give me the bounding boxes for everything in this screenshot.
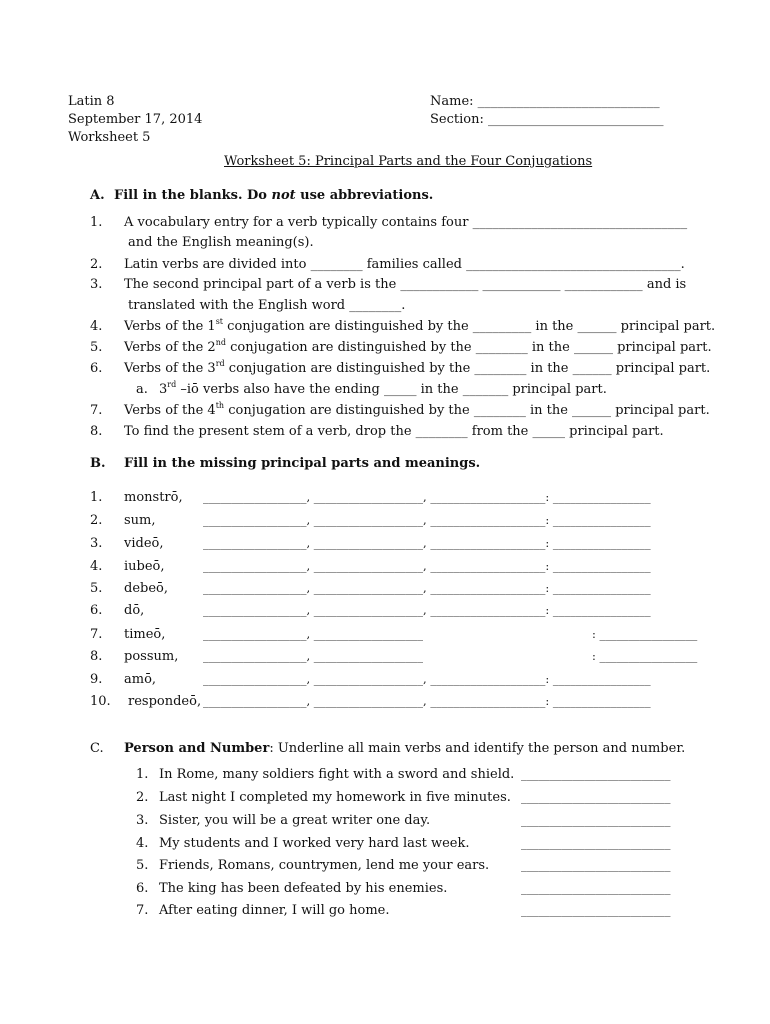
fill-blank-item	[124, 340, 712, 355]
item-number: 1.	[90, 490, 103, 505]
ordinal-suffix: st	[215, 317, 224, 326]
item-number: 5.	[136, 858, 149, 873]
ordinal-suffix: rd	[167, 380, 177, 389]
fill-blank-item: The second principal part of a verb is the ____________ ____________ ____________ and is	[124, 277, 687, 292]
item-text-pre: Verbs of the 4	[124, 403, 216, 418]
item-number: 4.	[90, 559, 103, 574]
answer-blank[interactable]: __________________________	[521, 881, 671, 895]
item-number: 7.	[90, 403, 103, 418]
sentence: Sister, you will be a great writer one day.	[159, 813, 431, 828]
worksheet-label: Worksheet 5	[68, 130, 151, 145]
latin-verb: dō,	[124, 603, 145, 618]
answer-blank[interactable]: __________________________	[521, 813, 671, 827]
item-number: a.	[136, 382, 148, 397]
section-c-letter: C.	[90, 741, 104, 756]
item-number: 2.	[90, 513, 103, 528]
item-text-pre: Verbs of the 3	[124, 361, 216, 376]
item-number: 8.	[90, 424, 103, 439]
answer-blank[interactable]: __________________________	[521, 858, 671, 872]
sentence: The king has been defeated by his enemies.	[159, 881, 448, 896]
answer-blank[interactable]: __________________________	[521, 836, 671, 850]
section-b-heading: Fill in the missing principal parts and meanings.	[124, 456, 481, 471]
latin-verb: amō,	[124, 672, 157, 687]
ordinal-suffix: nd	[215, 338, 226, 347]
item-number: 3.	[90, 277, 103, 292]
item-number: 10.	[90, 694, 111, 709]
answer-blank[interactable]: __________________________	[521, 903, 671, 917]
item-number: 7.	[90, 627, 103, 642]
item-number: 8.	[90, 649, 103, 664]
latin-verb: timeō,	[124, 627, 166, 642]
ordinal-suffix: th	[215, 401, 225, 410]
item-text-post: –iō verbs also have the ending _____ in the _______ principal part.	[176, 382, 607, 397]
meaning-blank[interactable]: : _________________	[592, 649, 698, 663]
item-text-pre: Verbs of the 2	[124, 340, 216, 355]
latin-verb: sum,	[124, 513, 156, 528]
sentence: In Rome, many soldiers fight with a sword and shield.	[159, 767, 515, 782]
principal-parts-blanks[interactable]: __________________, ___________________	[203, 627, 424, 641]
page-title: Worksheet 5: Principal Parts and the Four Conjugations	[224, 154, 593, 169]
sentence: After eating dinner, I will go home.	[159, 903, 390, 918]
fill-blank-item	[124, 403, 710, 418]
section-c-heading: Person and Number: Underline all main verbs and identify the person and number.	[124, 741, 686, 756]
section-b-letter: B.	[90, 456, 106, 471]
latin-verb: respondeō,	[128, 694, 202, 709]
principal-parts-blanks[interactable]: __________________, ___________________, ____________________: _________________	[203, 513, 651, 527]
item-text-pre: Verbs of the 1	[124, 319, 216, 334]
item-text-post: conjugation are distinguished by the ________ in the ______ principal part.	[224, 403, 710, 418]
section-a-heading: Fill in the blanks. Do not use abbreviations.	[114, 188, 434, 203]
ordinal-suffix: rd	[215, 359, 225, 368]
item-number: 4.	[136, 836, 149, 851]
latin-verb: videō,	[124, 536, 164, 551]
answer-blank[interactable]: __________________________	[521, 790, 671, 804]
fill-blank-item	[124, 319, 715, 334]
principal-parts-blanks[interactable]: __________________, ___________________, ____________________: _________________	[203, 536, 651, 550]
item-number: 9.	[90, 672, 103, 687]
date-label: September 17, 2014	[68, 112, 203, 127]
item-number: 1.	[90, 215, 103, 230]
answer-blank[interactable]: __________________________	[521, 767, 671, 781]
item-text-post: conjugation are distinguished by the ________ in the ______ principal part.	[225, 340, 712, 355]
sentence: Friends, Romans, countrymen, lend me your ears.	[159, 858, 490, 873]
fill-blank-item: and the English meaning(s).	[128, 235, 314, 250]
sentence: My students and I worked very hard last week.	[159, 836, 470, 851]
fill-blank-item: To find the present stem of a verb, drop the ________ from the _____ principal part.	[124, 424, 664, 439]
principal-parts-blanks[interactable]: __________________, ___________________, ____________________: _________________	[203, 694, 651, 708]
item-number: 4.	[90, 319, 103, 334]
latin-verb: possum,	[124, 649, 179, 664]
fill-blank-item	[159, 382, 607, 397]
item-number: 7.	[136, 903, 149, 918]
latin-verb: debeō,	[124, 581, 168, 596]
principal-parts-blanks[interactable]: __________________, ___________________, ____________________: _________________	[203, 603, 651, 617]
fill-blank-item: A vocabulary entry for a verb typically contains four _________________________________	[124, 215, 688, 230]
fill-blank-item: Latin verbs are divided into ________ families called _________________________________.	[124, 257, 685, 272]
item-number: 6.	[90, 603, 103, 618]
item-number: 1.	[136, 767, 149, 782]
meaning-blank[interactable]: : _________________	[592, 627, 698, 641]
item-number: 6.	[90, 361, 103, 376]
fill-blank-item: translated with the English word ________.	[128, 298, 406, 313]
item-number: 5.	[90, 581, 103, 596]
item-number: 5.	[90, 340, 103, 355]
item-number: 2.	[136, 790, 149, 805]
item-text-post: conjugation are distinguished by the _________ in the ______ principal part.	[223, 319, 716, 334]
sentence: Last night I completed my homework in five minutes.	[159, 790, 511, 805]
principal-parts-blanks[interactable]: __________________, ___________________, ____________________: _________________	[203, 672, 651, 686]
principal-parts-blanks[interactable]: __________________, ___________________, ____________________: _________________	[203, 490, 651, 504]
item-number: 6.	[136, 881, 149, 896]
latin-verb: iubeō,	[124, 559, 165, 574]
principal-parts-blanks[interactable]: __________________, ___________________	[203, 649, 424, 663]
name-field[interactable]: Name: ____________________________	[430, 94, 660, 109]
section-field[interactable]: Section: ___________________________	[430, 112, 664, 127]
item-number: 3.	[90, 536, 103, 551]
latin-verb: monstrō,	[124, 490, 183, 505]
fill-blank-item	[124, 361, 710, 376]
item-text-pre: 3	[159, 382, 168, 397]
item-text-post: conjugation are distinguished by the ________ in the ______ principal part.	[224, 361, 711, 376]
course-label: Latin 8	[68, 94, 115, 109]
principal-parts-blanks[interactable]: __________________, ___________________, ____________________: _________________	[203, 581, 651, 595]
principal-parts-blanks[interactable]: __________________, ___________________, ____________________: _________________	[203, 559, 651, 573]
item-number: 3.	[136, 813, 149, 828]
section-a-letter: A.	[90, 188, 105, 203]
item-number: 2.	[90, 257, 103, 272]
